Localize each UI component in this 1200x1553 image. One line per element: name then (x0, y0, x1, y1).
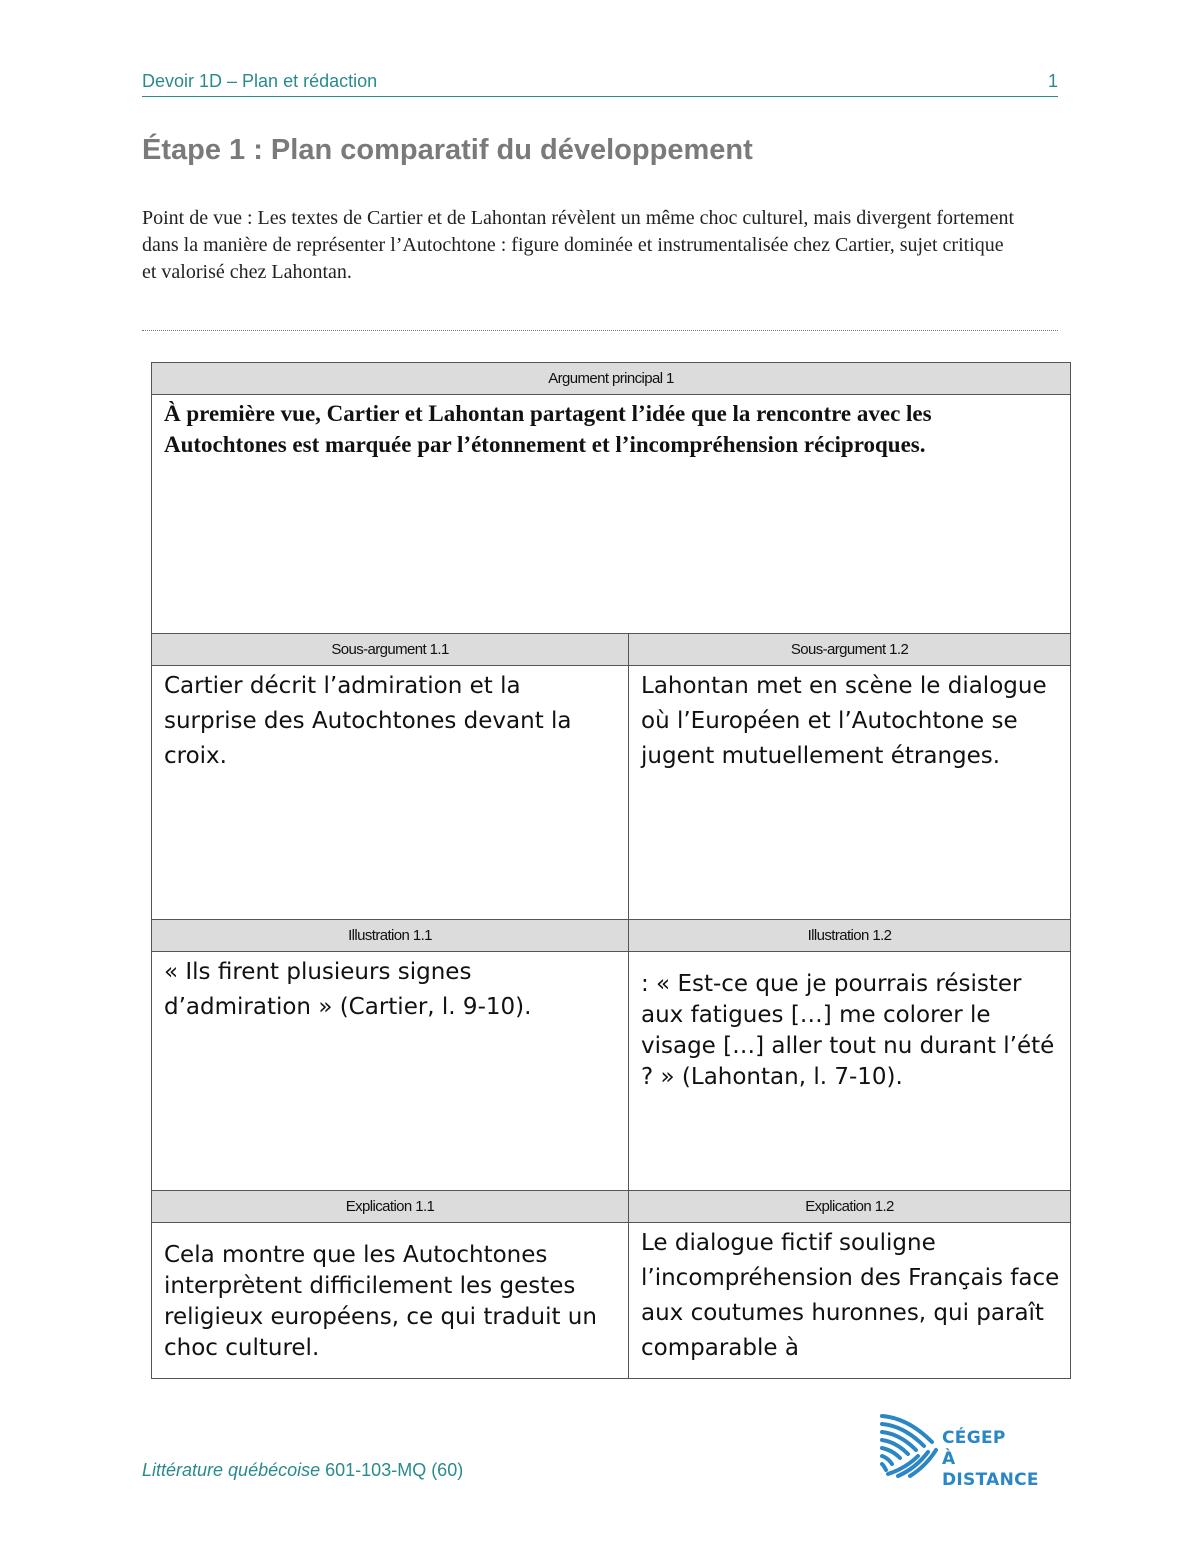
sub-argument-1-cell[interactable] (152, 666, 629, 920)
comparative-plan-table (151, 362, 1071, 1379)
illustration-2-cell[interactable] (629, 952, 1071, 1191)
illustration-1-cell[interactable] (152, 952, 629, 1191)
illustration-2-text: : « Est-ce que je pourrais résister aux fatigues […] me colorer le visage […] aller tout nu durant l’été ? » (Lahontan, l. 7-10). (641, 971, 1055, 1090)
illustration-2-header: Illustration 1.2 (629, 920, 1071, 952)
sub-argument-2-header: Sous-argument 1.2 (629, 634, 1071, 666)
cegep-logo (878, 1410, 1058, 1490)
explanation-2-text: Le dialogue fictif souligne l’incompréhension des Français face aux coutumes huronnes, qui paraît comparable à (641, 1230, 1060, 1361)
logo-line-1: CÉGEP (942, 1428, 1006, 1448)
sub-argument-1-header: Sous-argument 1.1 (152, 634, 629, 666)
explanation-1-header: Explication 1.1 (152, 1191, 629, 1223)
sub-argument-1-text: Cartier décrit l’admiration et la surprise des Autochtones devant la croix. (164, 673, 572, 769)
main-argument-header: Argument principal 1 (152, 363, 1071, 395)
footer-course (142, 1460, 463, 1481)
illustration-1-header: Illustration 1.1 (152, 920, 629, 952)
page-number: 1 (1047, 71, 1058, 91)
sub-argument-2-cell[interactable] (629, 666, 1071, 920)
main-argument-cell[interactable] (152, 395, 1071, 634)
step-title: Étape 1 : Plan comparatif du développement (142, 134, 753, 166)
course-code: 601-103-MQ (60) (325, 1460, 464, 1480)
course-name: Littérature québécoise (142, 1460, 321, 1480)
explanation-2-cell[interactable] (629, 1223, 1071, 1379)
dotted-divider (142, 330, 1058, 331)
cegep-logo-waves-icon (878, 1410, 948, 1480)
document-title: Devoir 1D – Plan et rédaction (142, 71, 378, 91)
illustration-1-text: « Ils firent plusieurs signes d’admiration » (Cartier, l. 9-10). (164, 959, 532, 1020)
sub-argument-2-text: Lahontan met en scène le dialogue où l’Européen et l’Autochtone se jugent mutuellement étranges. (641, 673, 1047, 769)
explanation-1-text: Cela montre que les Autochtones interprètent difficilement les gestes religieux européens, ce qui traduit un choc culturel. (164, 1242, 597, 1361)
explanation-1-cell[interactable] (152, 1223, 629, 1379)
point-of-view-paragraph: Point de vue : Les textes de Cartier et de Lahontan révèlent un même choc culturel, mais divergent fortement dans la manière de représenter l’Autochtone : figure dominée et instrumentalisée chez Cartier, sujet critique et valorisé chez Lahontan. (142, 207, 1015, 283)
explanation-2-header: Explication 1.2 (629, 1191, 1071, 1223)
logo-line-2: À DISTANCE (942, 1449, 1039, 1490)
cegep-logo-text (942, 1428, 1058, 1491)
main-argument-text: À première vue, Cartier et Lahontan partagent l’idée que la rencontre avec les Autochtones est marquée par l’étonnement et l’incompréhension réciproques. (164, 401, 932, 457)
page-header (142, 70, 1058, 97)
